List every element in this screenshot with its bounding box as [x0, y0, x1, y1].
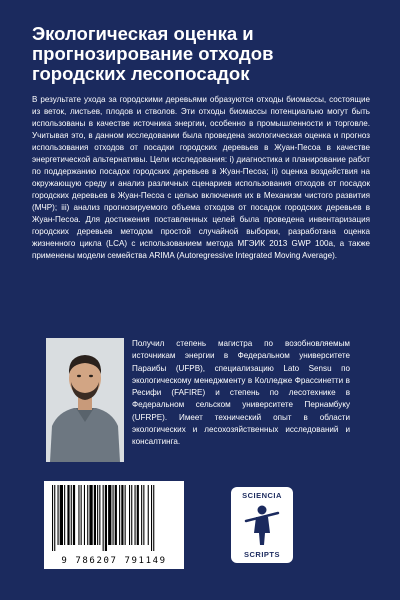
book-abstract: В результате ухода за городскими деревьями образуются отходы биомассы, состоящие из веток, листьев, плодов и стволов. Эти отходы биомассы потенциально могут быть использованы в качестве источника энергии, особенно в промышленности и торговле. Учитывая это, в данном исследовании была проведена экологическая оценка и прогноз использования отходов от посадки городских деревьев в Жуан-Песоа в качестве энергетической альтернативы. Цели исследования: i) диагностика и планирование работ по поддержанию посадок городских деревьев в Жуан-Песоа; ii) оценка воздействия на окружающую среду и анализ различных сценариев использования отходов от посадок городских деревьев в Жуан-Песоа с целью включения их в Механизм чистого развития (МЧР); iii) анализ прогнозируемого объема отходов от посадок городских деревьев в Жуан-Песоа. Для достижения поставленных целей была проведена инвентаризация городских деревьев методом простой случайной выборки, разработана оценка жизненного цикла (LCA) с использованием метода МГЭИК 2013 GWP 100a, а также применены модели семейства ARIMA (Autoregressive Integrated Moving Average). [32, 95, 370, 260]
scientist-figure-icon [242, 503, 282, 547]
barcode-bar [143, 485, 144, 545]
barcode-bar [60, 485, 63, 545]
barcode-bar [153, 485, 154, 551]
barcode-bar [125, 485, 126, 545]
barcode-bar [64, 485, 65, 545]
barcode-bar [87, 485, 88, 545]
barcode-bar [84, 485, 85, 545]
publisher-logo-top-text: SCIENCIA [242, 491, 282, 500]
barcode-bar [121, 485, 123, 545]
publisher-logo-bottom-text: SCRIPTS [243, 550, 280, 559]
barcode-bar [131, 485, 132, 545]
barcode-bar [141, 485, 142, 545]
publisher-logo [231, 487, 293, 563]
barcode-bar [94, 485, 96, 545]
barcode-bar [151, 485, 152, 551]
barcode-bar [89, 485, 92, 545]
barcode-bar [99, 485, 100, 545]
barcode-bar [113, 485, 114, 545]
barcode-bar [108, 485, 111, 545]
author-photo [46, 338, 124, 462]
barcode-bar [54, 485, 55, 551]
barcode-bar [97, 485, 98, 545]
barcode-bar [119, 485, 120, 545]
barcode-bar [58, 485, 59, 545]
barcode-bar [148, 485, 149, 545]
book-title: Экологическая оценка и прогнозирование отходов городских лесопосадок [32, 23, 274, 84]
barcode-bar [81, 485, 82, 545]
barcode-bar [78, 485, 79, 545]
barcode-bar [67, 485, 69, 545]
barcode-bar [71, 485, 72, 545]
barcode-bar [73, 485, 75, 545]
barcode-bar [129, 485, 130, 545]
barcode-bar [103, 485, 104, 551]
barcode-bars [48, 485, 180, 551]
isbn-number: 9 786207 791149 [61, 556, 167, 566]
barcode-bar [105, 485, 107, 551]
barcode-bar [135, 485, 136, 545]
barcode-bar [137, 485, 139, 545]
author-bio: Получил степень магистра по возобновляемым источникам энергии в Федеральном университете Параибы (UFPB), специализацию Lato Sensu по экологическому менеджменту в Колледже Фрассинетти в Ресифи (FAFIRE) и степень по лесотехнике в Федеральном сельском университете Пернамбуку (UFRPE). Имеет технический опыт в области экологических и лесохозяйственных исследований и консалтинга. [132, 339, 350, 447]
isbn-barcode [44, 481, 184, 569]
barcode-bar [115, 485, 117, 545]
barcode-bar [52, 485, 53, 551]
